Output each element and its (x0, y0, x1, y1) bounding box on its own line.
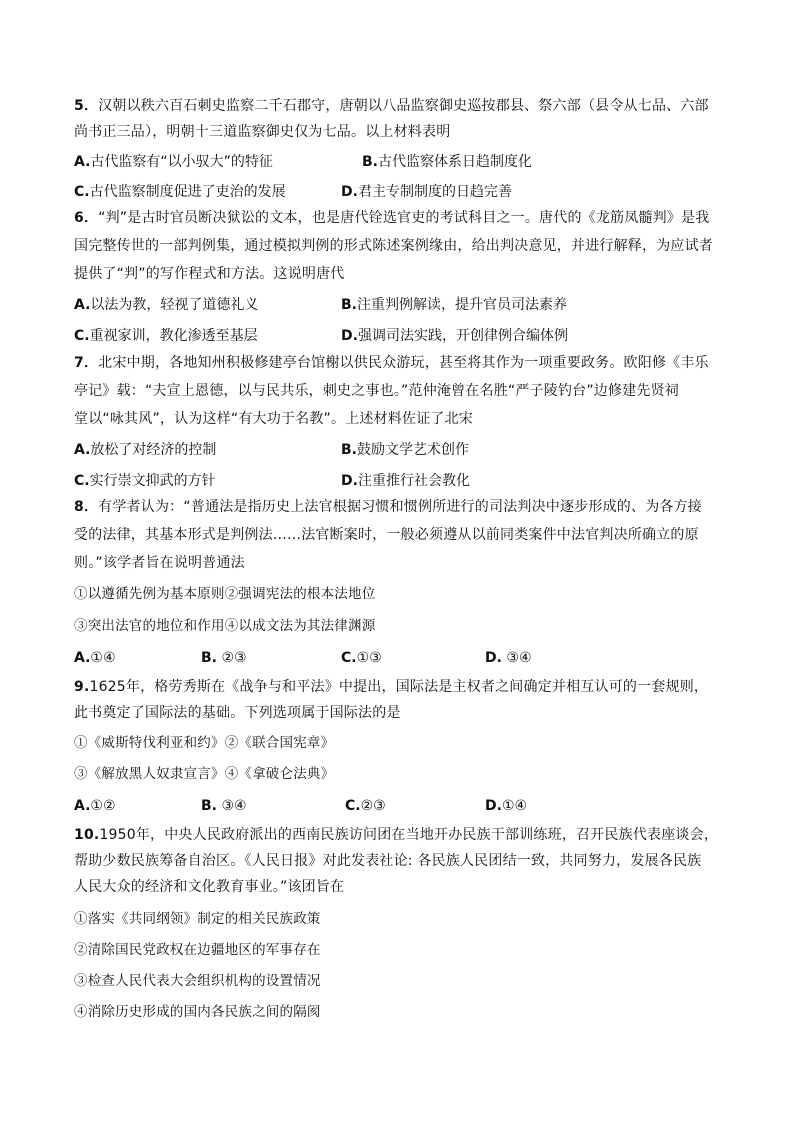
q6-stem-line-3: 提供了“判”的写作程式和方法。这说明唐代 (74, 266, 345, 282)
q6-option-b: B.注重判例解读，提升官员司法素养 (341, 297, 567, 313)
q8-item-line-2: ③突出法官的地位和作用④以成文法为其法律渊源 (74, 618, 376, 634)
q10-item-line-2: ②清除国民党政权在边疆地区的军事存在 (74, 942, 321, 958)
q10-item-line-3: ③检查人民代表大会组织机构的设置情况 (74, 973, 321, 989)
q10-item-line-4: ④消除历史形成的国内各民族之间的隔阂 (74, 1004, 321, 1020)
q9-item-line-2: ③《解放黑人奴隶宣言》④《拿破仑法典》 (74, 766, 335, 782)
q9-stem-line-2: 此书奠定了国际法的基础。下列选项属于国际法的是 (74, 705, 401, 721)
q8-option-c: C.①③ (341, 650, 382, 666)
q9-item-line-1: ①《威斯特伐利亚和约》②《联合国宪章》 (74, 735, 335, 751)
q7-stem-line-2: 亭记》载：“夫宣上恩德，以与民共乐，刺史之事也。”范仲淹曾在名胜“严子陵钓台”边修建先贤祠 (74, 383, 680, 399)
q7-option-a: A.放松了对经济的控制 (74, 442, 217, 458)
q8-stem-line-3: 则。”该学者旨在说明普通法 (74, 555, 245, 571)
q8-item-line-1: ①以遵循先例为基本原则②强调宪法的根本法地位 (74, 586, 376, 602)
q9-option-d: D.①④ (485, 798, 528, 814)
q6-stem-line-1: 6．“判”是古时官员断决狱讼的文本，也是唐代铨选官吏的考试科目之一。唐代的《龙筋凤髓判》是我 (74, 210, 710, 226)
q7-option-b: B.鼓励文学艺术创作 (341, 442, 469, 458)
q6-number: 6． (74, 210, 99, 226)
q10-item-line-1: ①落实《共同纲领》制定的相关民族政策 (74, 911, 321, 927)
q5-option-b: B.古代监察体系日趋制度化 (362, 154, 532, 170)
q10-number: 10. (74, 827, 100, 843)
q10-stem-line-1: 10.1950年，中央人民政府派出的西南民族访问团在当地开办民族干部训练班，召开民族代表座谈会， (74, 827, 719, 843)
q10-stem-line-2: 帮助少数民族筹备自治区。《人民日报》对此发表社论: 各民族人民团结一致，共同努力，发展各民族 (74, 853, 702, 869)
q8-stem-line-1: 8．有学者认为：“普通法是指历史上法官根据习惯和惯例所进行的司法判决中逐步形成的、为各方接 (74, 499, 703, 515)
q10-stem-line-3: 人民大众的经济和文化教育事业。”该团旨在 (74, 879, 345, 895)
q5-stem-line-2: 尚书正三品），明朝十三道监察御史仅为七品。以上材料表明 (74, 124, 451, 140)
q9-number: 9. (74, 679, 90, 695)
q9-stem-line-1: 9.1625年，格劳秀斯在《战争与和平法》中提出，国际法是主权者之间确定并相互认可的一套规则， (74, 679, 709, 695)
q9-option-a: A.①② (74, 798, 116, 814)
q6-option-a: A.以法为教，轻视了道德礼义 (74, 297, 259, 313)
q8-number: 8． (74, 499, 99, 515)
q5-option-a: A.古代监察有“以小驭大”的特征 (74, 154, 273, 170)
q9-option-c: C.②③ (345, 798, 386, 814)
q8-option-b: B. ②③ (201, 650, 247, 666)
q5-option-d: D.君主专制制度的日趋完善 (341, 184, 512, 200)
q6-option-d: D.强调司法实践，开创律例合编体例 (341, 328, 568, 344)
q5-stem-text-1: 汉朝以秩六百石刺史监察二千石郡守，唐朝以八品监察御史巡按郡县、祭六部（县令从七品、六部 (98, 98, 709, 114)
q8-option-a: A.①④ (74, 650, 116, 666)
q7-option-d: D.注重推行社会教化 (341, 473, 470, 489)
q7-option-c: C.实行崇文抑武的方针 (74, 473, 216, 489)
q5-stem-line-1 (74, 96, 726, 116)
q5-number: 5． (74, 98, 99, 114)
q8-option-d: D. ③④ (485, 650, 532, 666)
q7-stem-line-3: 堂以“咏其风”，认为这样“有大功于名教”。上述材料佐证了北宋 (74, 411, 474, 427)
q6-option-c: C.重视家训，教化渗透至基层 (74, 328, 258, 344)
q6-stem-line-2: 国完整传世的一部判例集，通过模拟判例的形式陈述案例缘由，给出判决意见，并进行解释，为应试者 (74, 238, 713, 254)
q5-option-c: C.古代监察制度促进了吏治的发展 (74, 184, 286, 200)
q7-stem-line-1: 7．北宋中期，各地知州积极修建亭台馆榭以供民众游玩，甚至将其作为一项重要政务。欧阳修《丰乐 (74, 355, 709, 371)
q7-number: 7． (74, 355, 99, 371)
q8-stem-line-2: 受的法律，其基本形式是判例法……法官断案时，一般必须遵从以前同类案件中法官判决所确立的原 (74, 527, 699, 543)
q9-option-b: B. ③④ (201, 798, 247, 814)
